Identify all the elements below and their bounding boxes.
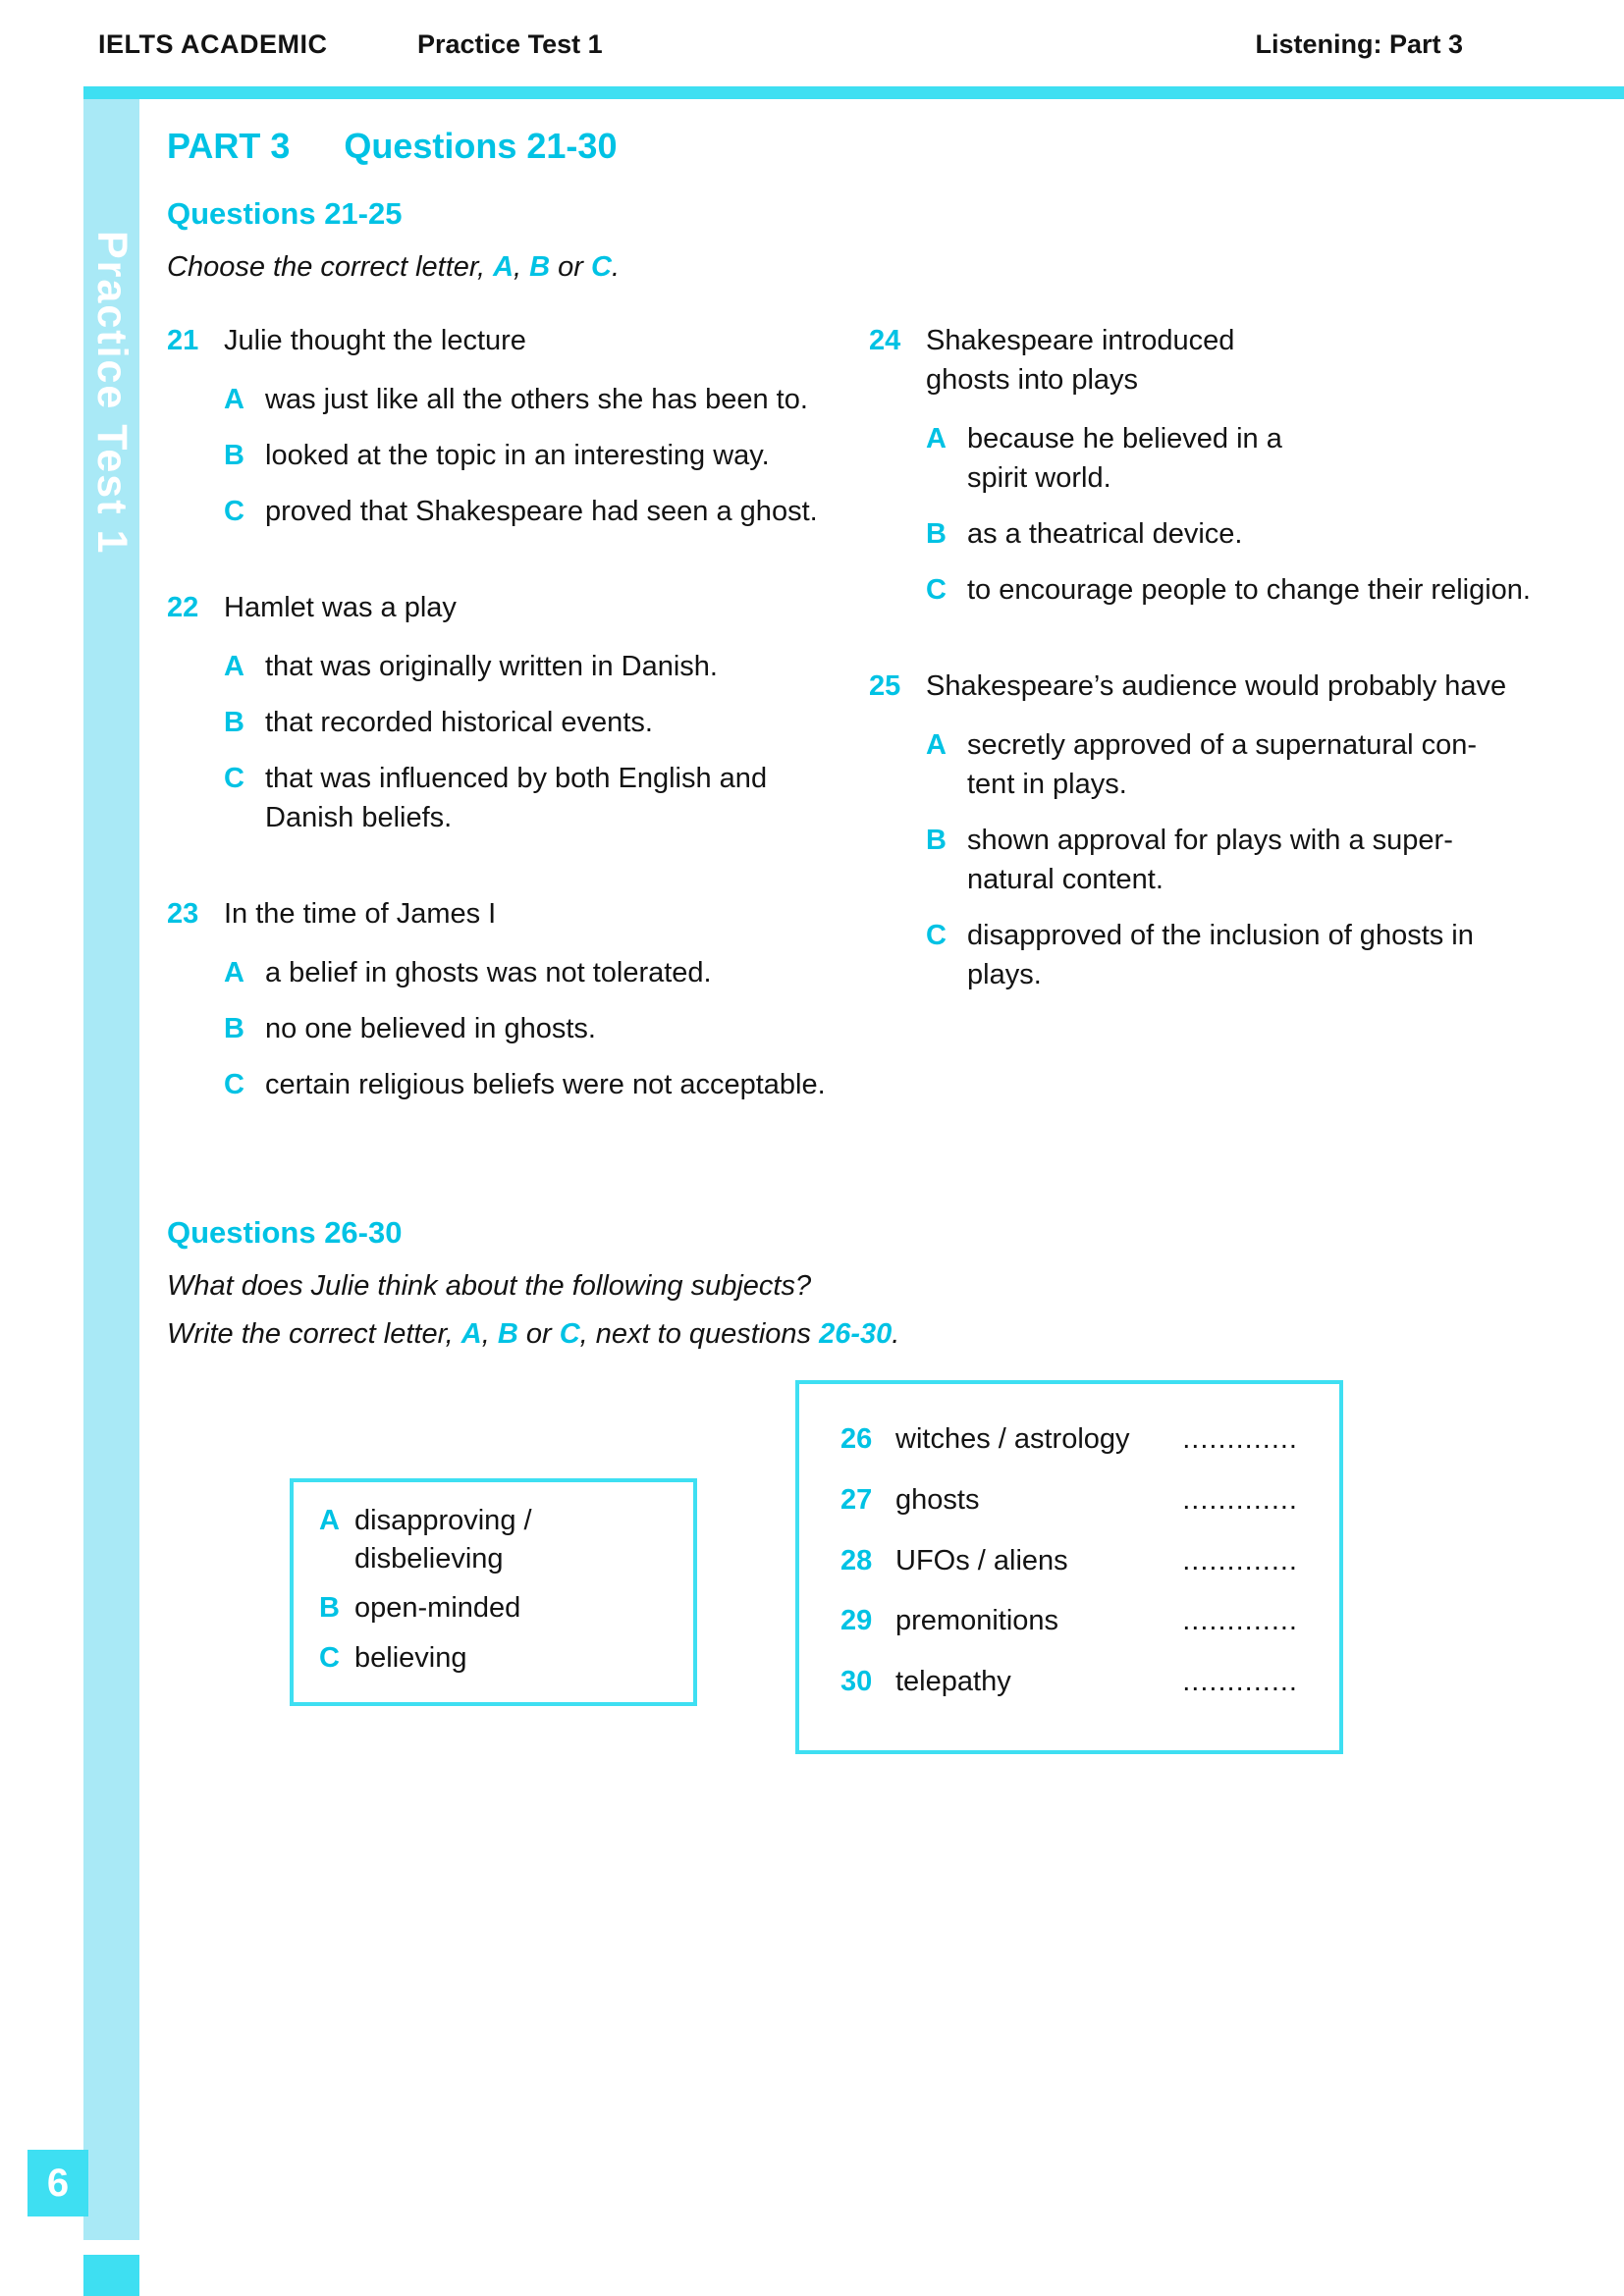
instruction-letter-c: C (591, 251, 612, 283)
instruction-letter-b: B (529, 251, 551, 283)
option-text: that was originally written in Danish. (265, 651, 718, 683)
item-label: premonitions (895, 1605, 1059, 1637)
instruction-letter-a: A (493, 251, 514, 283)
instruction-text: Choose the correct letter, (167, 251, 494, 283)
question-24 (869, 321, 1542, 610)
question-21-stem: Julie thought the lecture (224, 325, 526, 356)
instruction2-sep1: , (481, 1318, 498, 1351)
answer-blank: ............. (1182, 1665, 1298, 1697)
option-text-line2: plays. (967, 959, 1042, 991)
option-letter-a: A (224, 957, 244, 989)
page-number (27, 2150, 88, 2216)
question-23-option-a (224, 953, 869, 992)
header-divider-bar (83, 86, 1624, 99)
item-number: 27 (840, 1483, 873, 1516)
legend-option-c (319, 1639, 668, 1678)
question-24-number: 24 (869, 325, 901, 356)
option-letter-c: C (926, 920, 947, 952)
question-23 (167, 894, 869, 1104)
option-letter-b: B (926, 825, 947, 857)
answer-blank: ............. (1182, 1544, 1298, 1576)
question-21-option-a (224, 380, 869, 419)
sidebar-label: Practice Test 1 (88, 230, 135, 556)
option-letter-c: C (224, 1069, 244, 1101)
instruction2-mid: , next to questions (579, 1318, 820, 1351)
question-24-stem: Shakespeare introduced (926, 325, 1235, 356)
item-row-30 (840, 1664, 1298, 1701)
instruction2-letter-c: C (559, 1318, 580, 1351)
instruction-26-30-line2 (167, 1318, 1542, 1351)
option-text: as a theatrical device. (967, 518, 1243, 551)
part-heading (167, 126, 1542, 167)
item-label: UFOs / aliens (895, 1544, 1068, 1576)
section-heading-21-25: Questions 21-25 (167, 196, 403, 231)
question-22-option-c (224, 759, 869, 837)
question-25-option-b (926, 821, 1542, 899)
question-22-option-b (224, 703, 869, 742)
option-text: because he believed in a (967, 423, 1282, 455)
option-text: disapproved of the inclusion of ghosts in (967, 920, 1474, 952)
section-26-30 (167, 1215, 1542, 1802)
question-25 (869, 667, 1542, 994)
item-number: 28 (840, 1544, 873, 1576)
legend-option-a (319, 1502, 668, 1578)
question-22-number: 22 (167, 592, 199, 624)
question-22-stem: Hamlet was a play (224, 592, 457, 624)
question-23-stem: In the time of James I (224, 898, 497, 931)
option-letter-b: B (224, 1013, 244, 1045)
legend-text-b: open-minded (354, 1592, 521, 1625)
option-text-line2: spirit world. (967, 462, 1111, 495)
question-25-stem: Shakespeare’s audience would probably have (926, 670, 1507, 703)
question-23-option-b (224, 1009, 869, 1048)
header-test-title: Practice Test 1 (417, 29, 603, 59)
item-label: telepathy (895, 1665, 1011, 1697)
item-row-29 (840, 1603, 1298, 1640)
question-25-option-a (926, 725, 1542, 804)
option-text-line2: Danish beliefs. (265, 802, 453, 834)
item-number: 29 (840, 1605, 873, 1637)
answer-boxes-area (167, 1380, 1542, 1802)
instruction2-end: . (892, 1318, 900, 1351)
question-21-option-c (224, 492, 869, 531)
option-letter-c: C (224, 496, 244, 528)
legend-option-b (319, 1589, 668, 1628)
bottom-corner-mark (83, 2255, 139, 2296)
question-22-option-a (224, 647, 869, 686)
option-letter-c: C (926, 574, 947, 607)
part-questions-range: Questions 21-30 (344, 126, 618, 166)
option-letter-c: C (224, 763, 244, 795)
instruction-sep1: , (514, 251, 530, 283)
section-heading-26-30: Questions 26-30 (167, 1215, 403, 1251)
legend-letter-c: C (319, 1641, 340, 1674)
answer-items-box (795, 1380, 1343, 1753)
question-23-option-c (224, 1065, 869, 1104)
question-24-stem-line2: ghosts into plays (926, 364, 1139, 397)
item-number: 30 (840, 1665, 873, 1697)
questions-column-left (167, 321, 869, 1161)
question-21 (167, 321, 869, 531)
question-23-number: 23 (167, 898, 199, 931)
instruction2-range: 26-30 (819, 1318, 893, 1351)
answer-blank: ............. (1182, 1605, 1298, 1637)
option-letter-a: A (926, 729, 947, 762)
question-21-option-b (224, 436, 869, 475)
instruction2-sep2: or (517, 1318, 560, 1351)
option-letter-a: A (926, 423, 947, 455)
option-text: certain religious beliefs were not acceptable. (265, 1069, 826, 1101)
question-25-number: 25 (869, 670, 901, 703)
question-24-option-a (926, 419, 1542, 498)
instruction-26-30-line1: What does Julie think about the following subjects? (167, 1270, 812, 1303)
option-text: proved that Shakespeare had seen a ghost. (265, 496, 818, 528)
header-section-title: Listening: Part 3 (1255, 29, 1463, 59)
answer-blank: ............. (1182, 1423, 1298, 1456)
item-row-26 (840, 1421, 1298, 1459)
questions-column-right (869, 321, 1542, 1161)
item-row-28 (840, 1543, 1298, 1580)
legend-text-a: disapproving / disbelieving (354, 1505, 532, 1575)
answer-options-box (290, 1478, 697, 1706)
option-text: looked at the topic in an interesting way. (265, 440, 770, 472)
legend-text-c: believing (354, 1641, 467, 1674)
option-text: shown approval for plays with a super- (967, 825, 1453, 857)
item-number: 26 (840, 1423, 873, 1456)
option-letter-a: A (224, 384, 244, 416)
instruction2-letter-b: B (497, 1318, 518, 1351)
option-text-line2: tent in plays. (967, 769, 1127, 801)
option-text: no one believed in ghosts. (265, 1013, 596, 1045)
option-text: that was influenced by both English and (265, 763, 768, 795)
option-text: that recorded historical events. (265, 707, 653, 739)
item-label: witches / astrology (895, 1423, 1130, 1456)
legend-letter-b: B (319, 1592, 340, 1625)
legend-letter-a: A (319, 1505, 340, 1537)
instruction2-letter-a: A (460, 1318, 482, 1351)
question-24-option-b (926, 514, 1542, 554)
option-letter-a: A (224, 651, 244, 683)
page-content (167, 126, 1542, 1802)
instruction-21-25 (167, 251, 1542, 284)
part-label: PART 3 (167, 126, 291, 166)
item-label: ghosts (895, 1483, 980, 1516)
instruction2-text: Write the correct letter, (167, 1318, 461, 1351)
item-row-27 (840, 1482, 1298, 1520)
option-text: to encourage people to change their religion. (967, 574, 1531, 607)
option-letter-b: B (224, 707, 244, 739)
answer-blank: ............. (1182, 1483, 1298, 1516)
question-21-number: 21 (167, 325, 199, 356)
questions-columns (167, 321, 1542, 1161)
instruction-sep2: or (550, 251, 591, 283)
question-22 (167, 588, 869, 837)
option-text: a belief in ghosts was not tolerated. (265, 957, 712, 989)
option-letter-b: B (224, 440, 244, 472)
option-text: secretly approved of a supernatural con- (967, 729, 1478, 762)
question-24-option-c (926, 570, 1542, 610)
question-25-option-c (926, 916, 1542, 994)
option-letter-b: B (926, 518, 947, 551)
header-book-title: IELTS ACADEMIC (98, 29, 328, 59)
page-number-text: 6 (46, 2161, 70, 2205)
option-text-line2: natural content. (967, 864, 1164, 896)
option-text: was just like all the others she has been to. (265, 384, 808, 416)
instruction-end: . (611, 251, 621, 283)
